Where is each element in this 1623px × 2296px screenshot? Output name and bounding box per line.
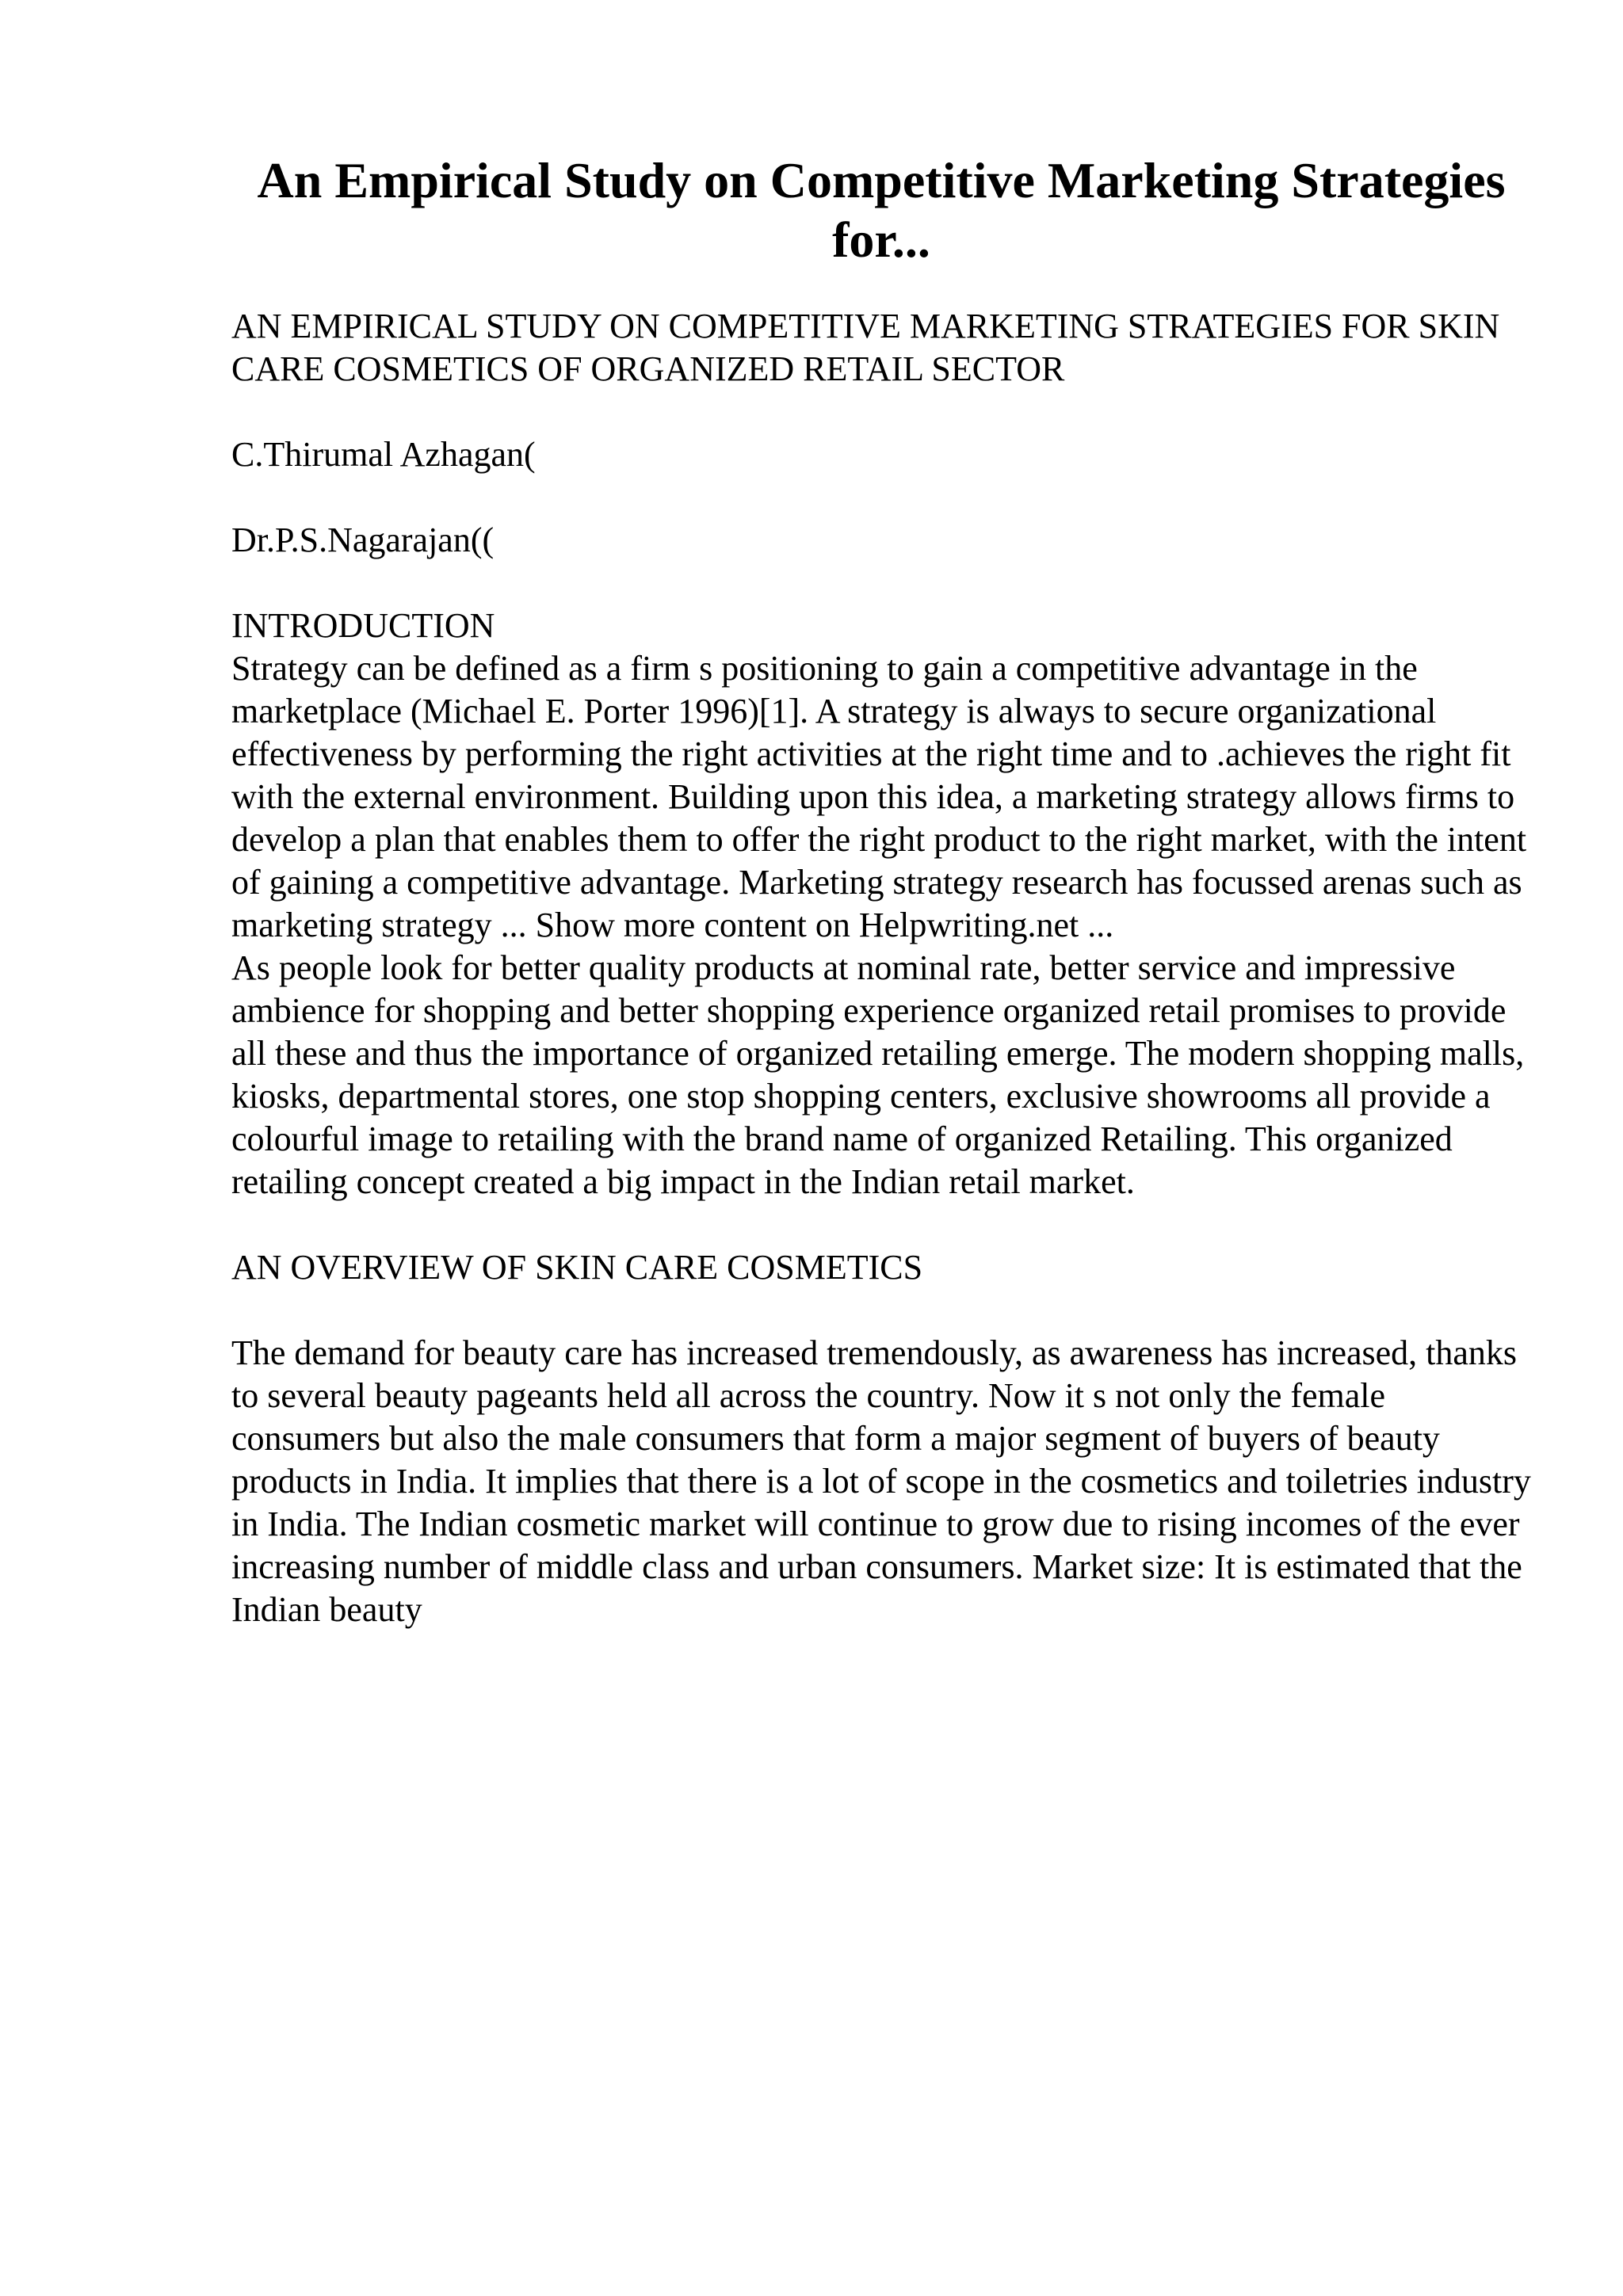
introduction-paragraph-1: Strategy can be defined as a firm s positioning to gain a competitive advantage in the marketplace (Michael E. Porter 1996)[1]. A strategy is always to secure organizational effectiveness by performing the right activities at the right time and to .achieves the right fit with the external environment. Building upon this idea, a marketing strategy allows firms to develop a plan that enables them to offer the right product to the right market, with the intent of gaining a competitive advantage. Marketing strategy research has focussed arenas such as marketing strategy ... Show more content on Helpwriting.net ... xyxy=(231,649,1527,944)
document-title: An Empirical Study on Competitive Marketing Strategies for... xyxy=(257,152,1506,268)
author-2: Dr.P.S.Nagarajan(( xyxy=(231,521,495,559)
overview-paragraph: The demand for beauty care has increased tremendously, as awareness has increased, thanks to several beauty pageants held all across the country. Now it s not only the female consumers but also the male consumers that form a major segment of buyers of beauty products in India. It implies that there is a lot of scope in the cosmetics and toiletries industry in India. The Indian cosmetic market will continue to grow due to rising incomes of the ever increasing number of middle class and urban consumers. Market size: It is estimated that the Indian beauty xyxy=(231,1333,1531,1629)
overview-heading: AN OVERVIEW OF SKIN CARE COSMETICS xyxy=(231,1248,923,1287)
document-subtitle: AN EMPIRICAL STUDY ON COMPETITIVE MARKETING STRATEGIES FOR SKIN CARE COSMETICS OF ORGANIZED RETAIL SECTOR xyxy=(231,307,1500,388)
introduction-heading: INTRODUCTION xyxy=(231,606,495,645)
document-body xyxy=(231,305,1531,1631)
introduction-paragraph-2: As people look for better quality products at nominal rate, better service and impressive ambience for shopping and better shopping experience organized retail promises to provide all these and thus the importance of organized retailing emerge. The modern shopping malls, kiosks, departmental stores, one stop shopping centers, exclusive showrooms all provide a colourful image to retailing with the brand name of organized Retailing. This organized retailing concept created a big impact in the Indian retail market. xyxy=(231,948,1525,1201)
author-1: C.Thirumal Azhagan( xyxy=(231,435,536,474)
